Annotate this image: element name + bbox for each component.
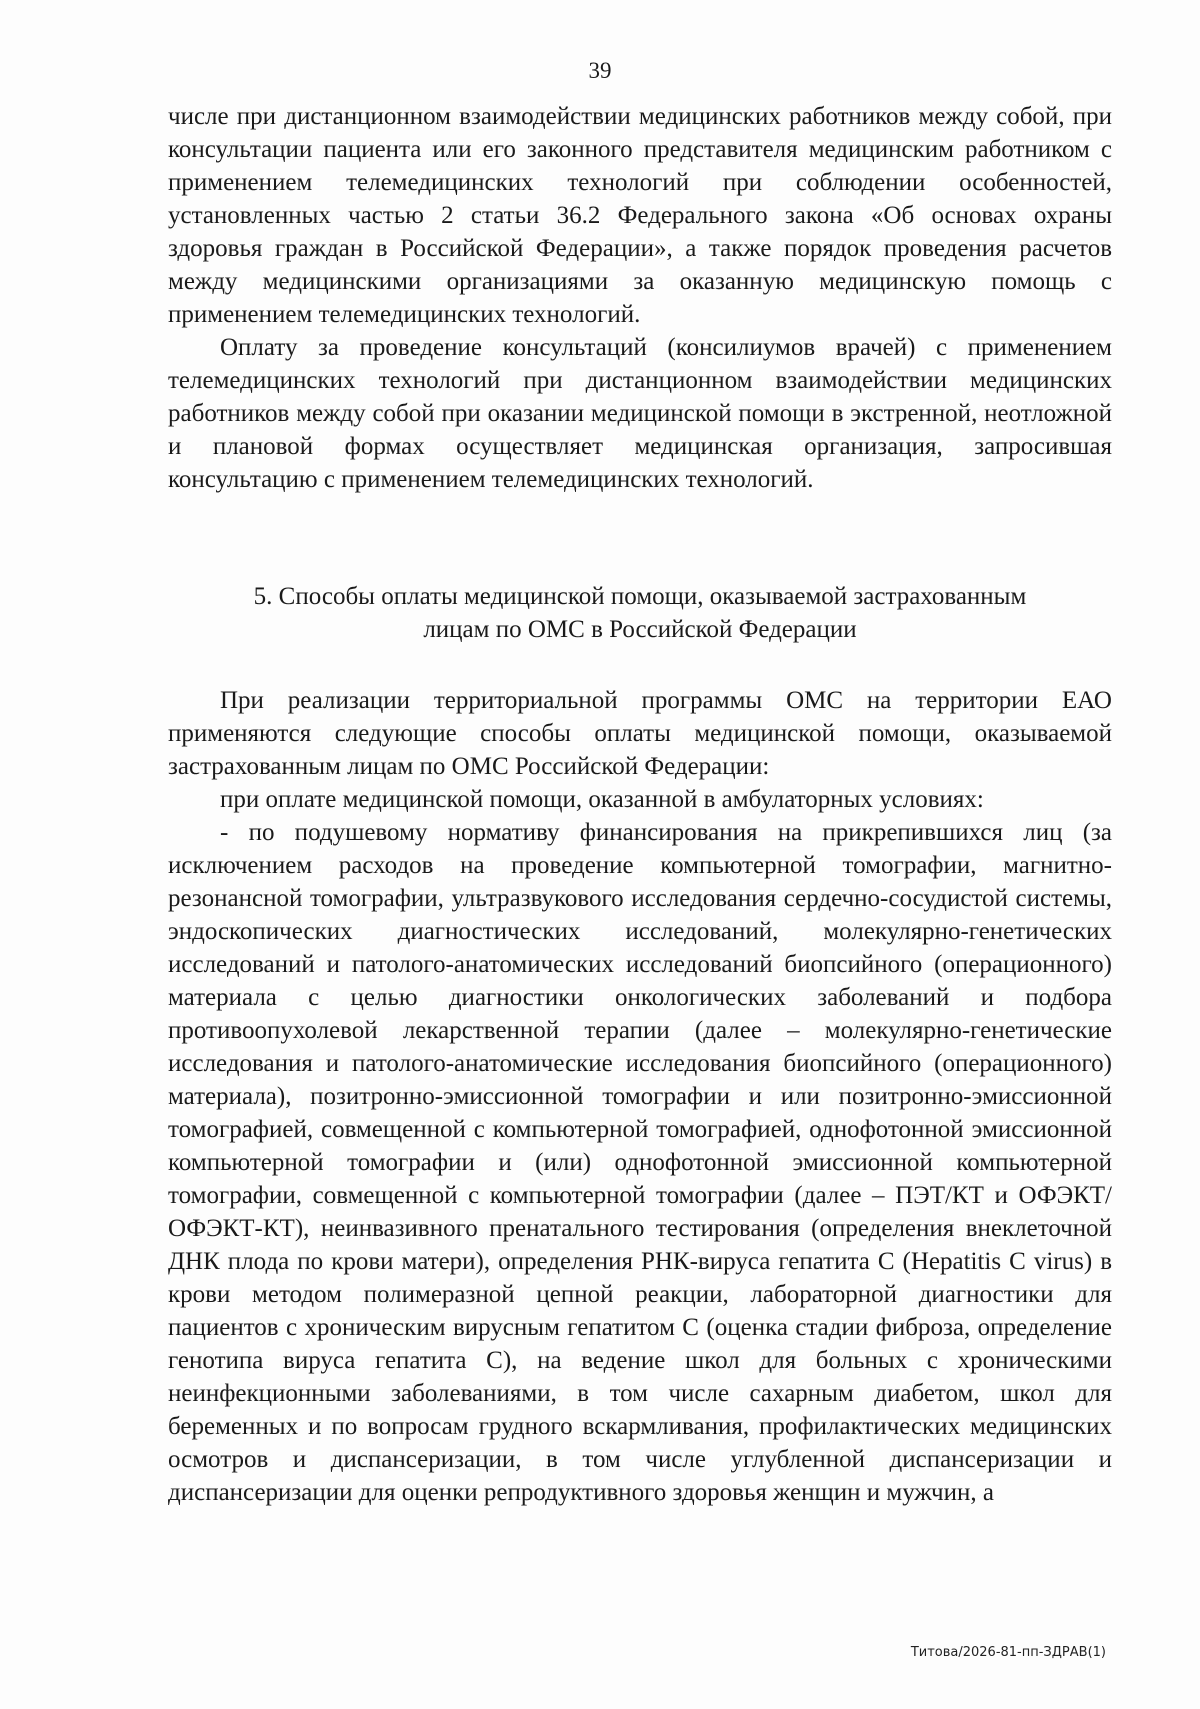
document-code: Титова/2026-81-пп-ЗДРАВ(1) [910, 1645, 1106, 1660]
paragraph-ambulatory-conditions: при оплате медицинской помощи, оказанной в амбулаторных условиях: [220, 786, 984, 813]
section-heading [168, 580, 1112, 646]
section-heading-line-2: лицам по ОМС в Российской Федерации [423, 616, 857, 643]
page-number: 39 [588, 58, 612, 83]
paragraph-per-capita-norm: - по подушевому нормативу финансирования на прикрепившихся лиц (за исключением расходов на проведение компьютерной томографии, магнитно-резонансной томографии, ультразвукового исследования сердечно-сосудистой системы, эндоскопических диагностических исследований, молекулярно-генетических исследований и патолого-анатомических исследований биопсийного (операционного) материала с целью диагностики онкологических заболеваний и подбора противоопухолевой лекарственной терапии (далее – молекулярно-генетические исследования и патолого-анатомические исследования биопсийного (операционного) материала), позитронно-эмиссионной томографии и или позитронно-эмиссионной томографией, совмещенной с компьютерной томографией, однофотонной эмиссионной компьютерной томографии и (или) однофотонной эмиссионной компьютерной томографии, совмещенной с компьютерной томографии (далее – ПЭТ/КТ и ОФЭКТ/ОФЭКТ-КТ), неинвазивного пренатального тестирования (определения внеклеточной ДНК плода по крови матери), определения РНК-вируса гепатита С (Hepatitis C virus) в крови методом полимеразной цепной реакции, лабораторной диагностики для пациентов с хроническим вирусным гепатитом С (оценка стадии фиброза, определение генотипа вируса гепатита С), на ведение школ для больных с хроническими неинфекционными заболеваниями, в том числе сахарным диабетом, школ для беременных и по вопросам грудного вскармливания, профилактических медицинских осмотров и диспансеризации, в том числе углубленной диспансеризации и диспансеризации для оценки репродуктивного здоровья женщин и мужчин, а [168, 819, 1112, 1506]
section-heading-line-1: 5. Способы оплаты медицинской помощи, оказываемой застрахованным [253, 583, 1027, 610]
paragraph-continuation: числе при дистанционном взаимодействии медицинских работников между собой, при консультации пациента или его законного представителя медицинским работником с применением телемедицинских технологий при соблюдении особенностей, установленных частью 2 статьи 36.2 Федерального закона «Об основах охраны здоровья граждан в Российской Федерации», а также порядок проведения расчетов между медицинскими организациями за оказанную медицинскую помощь с применением телемедицинских технологий. [168, 103, 1112, 328]
paragraph-payment-methods-intro: При реализации территориальной программы ОМС на территории ЕАО применяются следующие способы оплаты медицинской помощи, оказываемой застрахованным лицам по ОМС Российской Федерации: [168, 687, 1112, 780]
main-text-block [168, 684, 1112, 1509]
top-text-block [168, 100, 1112, 496]
paragraph-telemedicine-payment: Оплату за проведение консультаций (консилиумов врачей) с применением телемедицинских технологий при дистанционном взаимодействии медицинских работников между собой при оказании медицинской помощи в экстренной, неотложной и плановой формах осуществляет медицинская организация, запросившая консультацию с применением телемедицинских технологий. [168, 334, 1112, 493]
